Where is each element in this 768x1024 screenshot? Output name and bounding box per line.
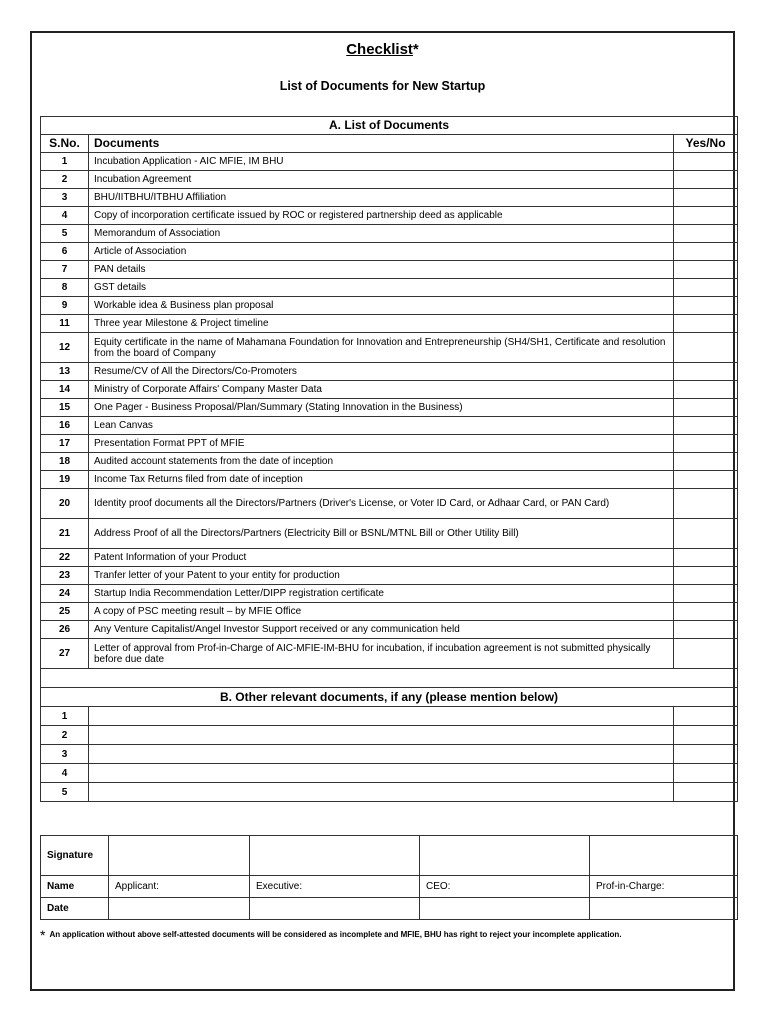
document-name: Tranfer letter of your Patent to your entity for production [89,567,674,585]
table-row [41,153,738,171]
row-number: 3 [41,189,89,207]
other-document-row [41,745,738,764]
title-asterisk: * [412,41,419,58]
yes-no-cell[interactable] [674,471,738,489]
yes-no-cell[interactable] [674,171,738,189]
yes-no-cell[interactable] [674,726,738,745]
row-number: 14 [41,381,89,399]
column-header-yes-no: Yes/No [674,135,738,153]
document-name: Patent Information of your Product [89,549,674,567]
yes-no-cell[interactable] [674,453,738,471]
table-row [41,363,738,381]
name-cell-prof-in-charge[interactable]: Prof-in-Charge: [590,876,738,898]
yes-no-cell[interactable] [674,549,738,567]
document-name: GST details [89,279,674,297]
row-number: 1 [41,707,89,726]
table-row [41,549,738,567]
spacer-row [41,669,738,688]
row-number: 11 [41,315,89,333]
table-row [41,519,738,549]
page-subtitle: List of Documents for New Startup [279,79,486,93]
document-name: PAN details [89,261,674,279]
row-number: 25 [41,603,89,621]
spacer-cell [41,669,738,688]
table-row [41,381,738,399]
row-number: 2 [41,171,89,189]
row-number: 4 [41,764,89,783]
yes-no-cell[interactable] [674,417,738,435]
row-number: 4 [41,207,89,225]
document-name: Any Venture Capitalist/Angel Investor Support received or any communication held [89,621,674,639]
other-document-row [41,726,738,745]
document-name: Lean Canvas [89,417,674,435]
yes-no-cell[interactable] [674,764,738,783]
date-cell-ceo[interactable] [420,898,590,920]
row-number: 22 [41,549,89,567]
date-cell-applicant[interactable] [109,898,250,920]
signature-cell-ceo[interactable] [420,836,590,876]
table-row [41,171,738,189]
signature-label: Signature [41,836,109,876]
other-document-entry[interactable] [89,745,674,764]
yes-no-cell[interactable] [674,435,738,453]
document-name: Three year Milestone & Project timeline [89,315,674,333]
yes-no-cell[interactable] [674,261,738,279]
document-name: Incubation Application - AIC MFIE, IM BHU [89,153,674,171]
yes-no-cell[interactable] [674,745,738,764]
yes-no-cell[interactable] [674,639,738,669]
row-number: 15 [41,399,89,417]
row-number: 12 [41,333,89,363]
other-document-entry[interactable] [89,726,674,745]
document-name: Identity proof documents all the Directors/Partners (Driver's License, or Voter ID Card, or Adhaar Card, or PAN Card) [89,489,674,519]
document-name: Startup India Recommendation Letter/DIPP registration certificate [89,585,674,603]
table-row [41,489,738,519]
document-name: A copy of PSC meeting result – by MFIE Office [89,603,674,621]
table-row [41,399,738,417]
table-row [41,333,738,363]
row-number: 9 [41,297,89,315]
section-b-heading: B. Other relevant documents, if any (please mention below) [41,688,738,707]
name-cell-applicant[interactable]: Applicant: [109,876,250,898]
row-number: 3 [41,745,89,764]
column-header-documents: Documents [89,135,674,153]
yes-no-cell[interactable] [674,279,738,297]
table-row [41,585,738,603]
document-name: Ministry of Corporate Affairs' Company Master Data [89,381,674,399]
table-row [41,471,738,489]
other-document-row [41,783,738,802]
table-row [41,207,738,225]
document-name: Article of Association [89,243,674,261]
name-cell-ceo[interactable]: CEO: [420,876,590,898]
row-number: 6 [41,243,89,261]
column-header-sno: S.No. [41,135,89,153]
table-row [41,189,738,207]
row-number: 1 [41,153,89,171]
yes-no-cell[interactable] [674,243,738,261]
row-number: 24 [41,585,89,603]
row-number: 7 [41,261,89,279]
row-number: 19 [41,471,89,489]
row-number: 18 [41,453,89,471]
table-row [41,621,738,639]
table-row [41,417,738,435]
document-name: Resume/CV of All the Directors/Co-Promoters [89,363,674,381]
yes-no-cell[interactable] [674,189,738,207]
yes-no-cell[interactable] [674,315,738,333]
yes-no-cell[interactable] [674,567,738,585]
yes-no-cell[interactable] [674,621,738,639]
row-number: 21 [41,519,89,549]
document-name: Address Proof of all the Directors/Partners (Electricity Bill or BSNL/MTNL Bill or Other Utility Bill) [89,519,674,549]
footnote-text: An application without above self-attested documents will be considered as incomplete and MFIE, BHU has right to reject your incomplete application. [49,930,622,939]
table-row [41,315,738,333]
table-row [41,567,738,585]
document-name: Incubation Agreement [89,171,674,189]
yes-no-cell[interactable] [674,225,738,243]
table-row [41,297,738,315]
other-document-entry[interactable] [89,783,674,802]
signature-cell-executive[interactable] [250,836,420,876]
section-a-heading: A. List of Documents [41,117,738,135]
signature-table [40,835,738,920]
yes-no-cell[interactable] [674,297,738,315]
document-name: Income Tax Returns filed from date of inception [89,471,674,489]
other-document-row [41,764,738,783]
table-row [41,639,738,669]
yes-no-cell[interactable] [674,519,738,549]
table-row [41,225,738,243]
documents-table [40,116,738,802]
document-name: Copy of incorporation certificate issued by ROC or registered partnership deed as applicable [89,207,674,225]
page-title: Checklist* [346,41,419,58]
yes-no-cell[interactable] [674,783,738,802]
yes-no-cell[interactable] [674,489,738,519]
signature-cell-applicant[interactable] [109,836,250,876]
footnote [40,927,622,943]
date-label: Date [41,898,109,920]
row-number: 20 [41,489,89,519]
yes-no-cell[interactable] [674,363,738,381]
row-number: 16 [41,417,89,435]
row-number: 8 [41,279,89,297]
yes-no-cell[interactable] [674,603,738,621]
name-label: Name [41,876,109,898]
document-name: Memorandum of Association [89,225,674,243]
row-number: 26 [41,621,89,639]
document-name: Workable idea & Business plan proposal [89,297,674,315]
document-name: Equity certificate in the name of Mahamana Foundation for Innovation and Entrepreneurship (SH4/SH1, Certificate and resolution from the board of Company [89,333,674,363]
other-document-row [41,707,738,726]
table-row [41,603,738,621]
yes-no-cell[interactable] [674,207,738,225]
document-name: Presentation Format PPT of MFIE [89,435,674,453]
row-number: 13 [41,363,89,381]
document-page [30,31,735,991]
yes-no-cell[interactable] [674,707,738,726]
row-number: 17 [41,435,89,453]
yes-no-cell[interactable] [674,399,738,417]
date-cell-prof-in-charge[interactable] [590,898,738,920]
table-row [41,453,738,471]
yes-no-cell[interactable] [674,381,738,399]
yes-no-cell[interactable] [674,333,738,363]
yes-no-cell[interactable] [674,585,738,603]
signature-cell-prof-in-charge[interactable] [590,836,738,876]
date-cell-executive[interactable] [250,898,420,920]
table-row [41,243,738,261]
row-number: 23 [41,567,89,585]
table-row [41,261,738,279]
other-document-entry[interactable] [89,707,674,726]
document-name: BHU/IITBHU/ITBHU Affiliation [89,189,674,207]
table-row [41,435,738,453]
other-document-entry[interactable] [89,764,674,783]
yes-no-cell[interactable] [674,153,738,171]
row-number: 5 [41,783,89,802]
document-name: Letter of approval from Prof-in-Charge of AIC-MFIE-IM-BHU for incubation, if incubation agreement is not submitted physically before due date [89,639,674,669]
row-number: 27 [41,639,89,669]
section-b-heading-row [41,688,738,707]
row-number: 5 [41,225,89,243]
table-row [41,279,738,297]
footnote-asterisk: * [40,927,46,943]
document-name: Audited account statements from the date of inception [89,453,674,471]
document-name: One Pager - Business Proposal/Plan/Summary (Stating Innovation in the Business) [89,399,674,417]
name-cell-executive[interactable]: Executive: [250,876,420,898]
row-number: 2 [41,726,89,745]
